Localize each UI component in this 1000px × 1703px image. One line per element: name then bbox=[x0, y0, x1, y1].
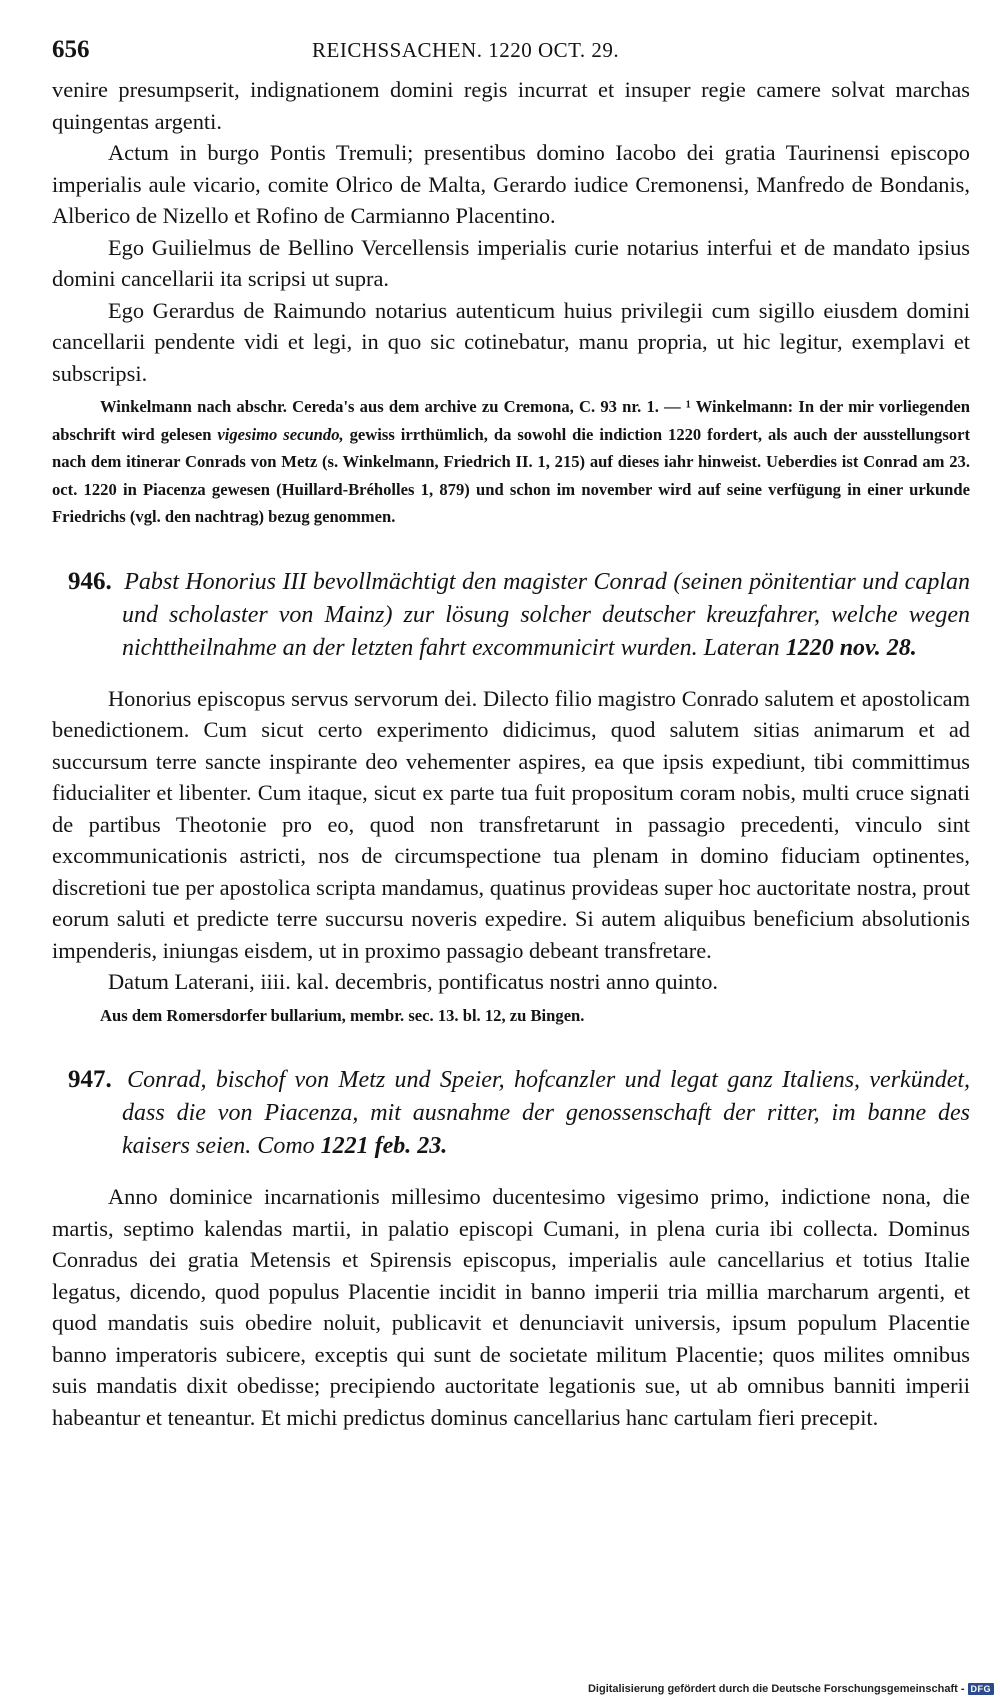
continuation-paragraph: venire presumpserit, indignationem domini regis incurrat et insuper regie camere solvat marchas quingentas argenti. bbox=[52, 77, 970, 134]
actum-paragraph: Actum in burgo Pontis Tremuli; presentibus domino Iacobo dei gratia Taurinensi episcopo imperialis aule vicario, comite Olrico de Malta, Gerardo iudice Cremonensi, Manfredo de Bondanis, Alberico de Nizello et Rofino de Carmianno Placentino. bbox=[52, 140, 970, 228]
entry-946-heading bbox=[52, 565, 970, 665]
running-head: REICHSSACHEN. 1220 OCT. 29. bbox=[312, 38, 620, 62]
page-header bbox=[52, 36, 970, 64]
entry-946-text: Honorius episcopus servus servorum dei. Dilecto filio magistro Conrado salutem et apostolicam benedictionem. Cum sicut certo experimento didicimus, quod salutem sitias animarum et ad succursum terre sancte inspirante deo vehementer aspires, ea que ipsis expediunt, tibi committimus fiducialiter et libenter. Cum itaque, sicut ex parte tua fuit propositum coram nobis, multi cruce signati de partibus Theotonie pro eo, quod non transfretarunt in passagio precedenti, vinculo sint excommunicationis astricti, nos de circumspectione tua plenam in domino fiduciam optinentes, discretioni tue per apostolica scripta mandamus, quatinus provideas super hoc auctoritate nostra, prout eorum saluti et predicte terre succursu noveris expedire. Si autem aliquibus beneficium absolutionis impenderis, iniungas eisdem, ut in proximo passagio debeant transfretare. bbox=[52, 685, 970, 963]
source-note bbox=[52, 393, 970, 531]
dfg-logo-icon: DFG bbox=[968, 1683, 995, 1695]
notary-paragraph-gerardus: Ego Gerardus de Raimundo notarius autenticum huius privilegii cum sigillo eiusdem domini cancellarii pendente vidi et legi, in quo sic cotinebatur, manu propria, ut hic legitur, exemplavi et subscripsi. bbox=[52, 297, 970, 386]
book-page bbox=[52, 36, 970, 1433]
entry-946-title: Pabst Honorius III bevollmächtigt den magister Conrad (seinen pönitentiar und caplan und scholaster von Mainz) zur lösung solcher deutscher kreuzfahrer, welche wegen nichttheilnahme an der letzten fahrt excommunicirt wurden. Lateran bbox=[122, 568, 971, 661]
entry-946-number: 946. bbox=[68, 567, 112, 595]
entry-947-number: 947. bbox=[68, 1066, 112, 1093]
footer-text: Digitalisierung gefördert durch die Deutsche Forschungsgemeinschaft - bbox=[587, 1683, 965, 1695]
entry-946-datum: Datum Laterani, iiii. kal. decembris, pontificatus nostri anno quinto. bbox=[108, 969, 719, 994]
entry-947-title: Conrad, bischof von Metz und Speier, hofcanzler und legat ganz Italiens, verkündet, dass die von Piacenza, mit ausnahme der genossenschaft der ritter, im banne des kaisers seien. Como bbox=[122, 1067, 971, 1159]
entry-947-date: 1221 feb. 23. bbox=[320, 1133, 448, 1159]
entry-947-text: Anno dominice incarnationis millesimo ducentesimo vigesimo primo, indictione nona, die martis, septimo kalendas martii, in palatio episcopi Cumani, in plena curia ibi collecta. Dominus Conradus dei gratia Metensis et Spirensis episcopus, imperialis aule cancellarius et totius Italie legatus, dicendo, quod populus Placentie incidit in banno imperii tria millia marcharum argenti, et quod mandatis suis obedire noluit, publicavit et denunciavit universis, ipsum populum Placentie banno imperatoris subicere, exceptis qui sunt de societate militum Placentie; quos milites omnibus suis mandatis dixit obedisse; precipiendo auctoritate legationis sue, ut ab omnibus banniti imperii habeantur et teneantur. Et michi predictus dominus cancellarius hanc cartulam fieri precepit. bbox=[52, 1184, 970, 1430]
digitization-footer bbox=[588, 1683, 994, 1695]
entry-946-source-note: Aus dem Romersdorfer bullarium, membr. sec. 13. bl. 12, zu Bingen. bbox=[100, 1005, 585, 1025]
source-note-italic: vigesimo secundo, bbox=[217, 424, 344, 444]
page-number: 656 bbox=[52, 36, 90, 63]
entry-947-heading bbox=[52, 1063, 970, 1163]
notary-paragraph-guilielmus: Ego Guilielmus de Bellino Vercellensis imperialis curie notarius interfui et de mandato ipsius domini cancellarii ita scripsi ut supra. bbox=[52, 234, 970, 291]
source-note-part-b: gewiss irrthümlich, da sowohl die indiction 1220 fordert, als auch der ausstellungsort nach dem itinerar Conrads von Metz (s. Winkelmann, Friedrich II. 1, 215) auf dieses iahr hinweist. Ueberdies ist Conrad am 23. oct. 1220 in Piacenza gewesen (Huillard-Bréholles 1, 879) und schon im november wird auf seine verfügung in einer urkunde Friedrichs (vgl. den nachtrag) bezug genommen. bbox=[52, 424, 970, 526]
source-note-part-a: Winkelmann nach abschr. Cereda's aus dem archive zu Cremona, C. 93 nr. 1. — ¹ Winkelmann: In der mir vorliegenden abschrift wird gelesen bbox=[52, 397, 970, 444]
entry-946-date: 1220 nov. 28. bbox=[785, 634, 917, 661]
